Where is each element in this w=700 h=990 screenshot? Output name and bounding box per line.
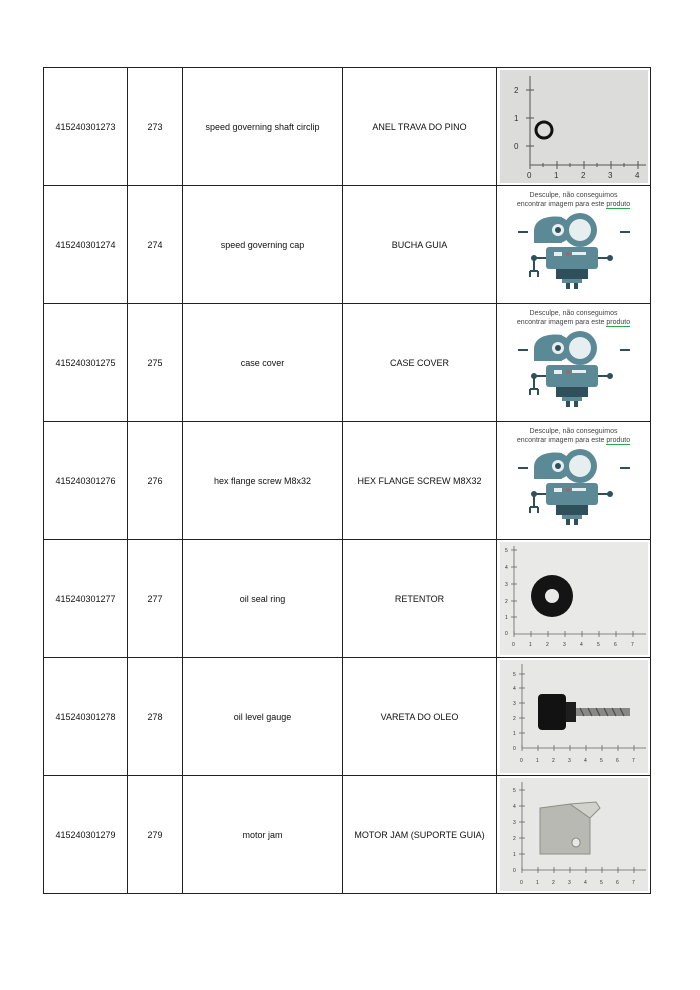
- description-pt: BUCHA GUIA: [343, 186, 497, 304]
- robot-icon: [500, 327, 648, 415]
- part-photo-cell: [497, 304, 651, 422]
- no-image-placeholder: [500, 424, 648, 537]
- scale-label: 1: [513, 114, 518, 123]
- circlip-photo: [500, 70, 648, 183]
- scale-label: 5: [596, 642, 600, 648]
- scale-label: 7: [631, 880, 635, 886]
- part-photo-cell: [497, 68, 651, 186]
- item-number: 275: [128, 304, 183, 422]
- scale-label: 0: [504, 631, 508, 637]
- scale-label: 4: [583, 880, 587, 886]
- oil-seal-photo: [500, 542, 648, 655]
- scale-label: 2: [545, 642, 549, 648]
- description-pt: HEX FLANGE SCREW M8X32: [343, 422, 497, 540]
- scale-label: 2: [512, 836, 516, 842]
- scale-label: 0: [519, 880, 523, 886]
- parts-table: [43, 67, 651, 894]
- no-image-placeholder: [500, 306, 648, 419]
- scale-label: 0: [519, 758, 523, 764]
- part-code: 415240301278: [44, 658, 128, 776]
- part-code: 415240301277: [44, 540, 128, 658]
- part-code: 415240301273: [44, 68, 128, 186]
- scale-label: 6: [615, 880, 619, 886]
- scale-label: 1: [535, 880, 539, 886]
- description-en: motor jam: [183, 776, 343, 894]
- dipstick-photo: [500, 660, 648, 773]
- item-number: 277: [128, 540, 183, 658]
- scale-label: 1: [553, 171, 558, 180]
- scale-label: 0: [526, 171, 531, 180]
- table-row: [44, 68, 651, 186]
- item-number: 273: [128, 68, 183, 186]
- description-en: speed governing shaft circlip: [183, 68, 343, 186]
- part-code: 415240301275: [44, 304, 128, 422]
- scale-label: 2: [512, 716, 516, 722]
- description-pt: CASE COVER: [343, 304, 497, 422]
- scale-label: 5: [512, 672, 516, 678]
- part-photo-cell: [497, 422, 651, 540]
- scale-label: 5: [599, 880, 603, 886]
- scale-label: 1: [512, 731, 516, 737]
- scale-label: 1: [504, 615, 508, 621]
- scale-label: 3: [512, 820, 516, 826]
- table-row: [44, 776, 651, 894]
- scale-label: 6: [615, 758, 619, 764]
- no-image-message: Desculpe, não conseguimos encontrar imagem para este produto: [516, 310, 631, 326]
- scale-label: 7: [631, 758, 635, 764]
- description-pt: ANEL TRAVA DO PINO: [343, 68, 497, 186]
- scale-label: 4: [579, 642, 583, 648]
- description-en: hex flange screw M8x32: [183, 422, 343, 540]
- robot-icon: [500, 445, 648, 533]
- scale-label: 4: [583, 758, 587, 764]
- robot-icon: [500, 209, 648, 297]
- scale-label: 0: [511, 642, 515, 648]
- scale-label: 3: [567, 880, 571, 886]
- scale-label: 1: [512, 852, 516, 858]
- scale-label: 4: [512, 686, 516, 692]
- part-photo-cell: [497, 186, 651, 304]
- item-number: 278: [128, 658, 183, 776]
- scale-label: 6: [613, 642, 617, 648]
- scale-label: 2: [551, 880, 555, 886]
- description-en: oil level gauge: [183, 658, 343, 776]
- item-number: 274: [128, 186, 183, 304]
- table-row: [44, 186, 651, 304]
- description-pt: RETENTOR: [343, 540, 497, 658]
- scale-label: 3: [512, 701, 516, 707]
- scale-label: 0: [512, 746, 516, 752]
- scale-label: 1: [535, 758, 539, 764]
- description-pt: MOTOR JAM (SUPORTE GUIA): [343, 776, 497, 894]
- no-image-message: Desculpe, não conseguimos encontrar imagem para este produto: [516, 428, 631, 444]
- scale-label: 4: [634, 171, 639, 180]
- item-number: 276: [128, 422, 183, 540]
- bracket-photo: [500, 778, 648, 891]
- part-code: 415240301276: [44, 422, 128, 540]
- part-photo-cell: [497, 658, 651, 776]
- description-en: oil seal ring: [183, 540, 343, 658]
- no-image-placeholder: [500, 188, 648, 301]
- scale-label: 0: [513, 142, 518, 151]
- description-pt: VARETA DO OLEO: [343, 658, 497, 776]
- scale-label: 4: [504, 565, 508, 571]
- scale-label: 3: [607, 171, 612, 180]
- scale-label: 4: [512, 804, 516, 810]
- scale-label: 0: [512, 868, 516, 874]
- no-image-message: Desculpe, não conseguimos encontrar imagem para este produto: [516, 192, 631, 208]
- description-en: case cover: [183, 304, 343, 422]
- scale-label: 5: [504, 548, 508, 554]
- part-code: 415240301274: [44, 186, 128, 304]
- scale-label: 2: [504, 599, 508, 605]
- table-row: [44, 658, 651, 776]
- table-row: [44, 422, 651, 540]
- scale-label: 5: [599, 758, 603, 764]
- part-photo-cell: [497, 540, 651, 658]
- item-number: 279: [128, 776, 183, 894]
- scale-label: 2: [551, 758, 555, 764]
- scale-label: 3: [504, 582, 508, 588]
- scale-label: 1: [528, 642, 532, 648]
- scale-label: 5: [512, 788, 516, 794]
- part-code: 415240301279: [44, 776, 128, 894]
- description-en: speed governing cap: [183, 186, 343, 304]
- scale-label: 3: [567, 758, 571, 764]
- scale-label: 3: [562, 642, 566, 648]
- part-photo-cell: [497, 776, 651, 894]
- scale-label: 7: [630, 642, 634, 648]
- scale-label: 2: [513, 86, 518, 95]
- table-row: [44, 304, 651, 422]
- table-row: [44, 540, 651, 658]
- scale-label: 2: [580, 171, 585, 180]
